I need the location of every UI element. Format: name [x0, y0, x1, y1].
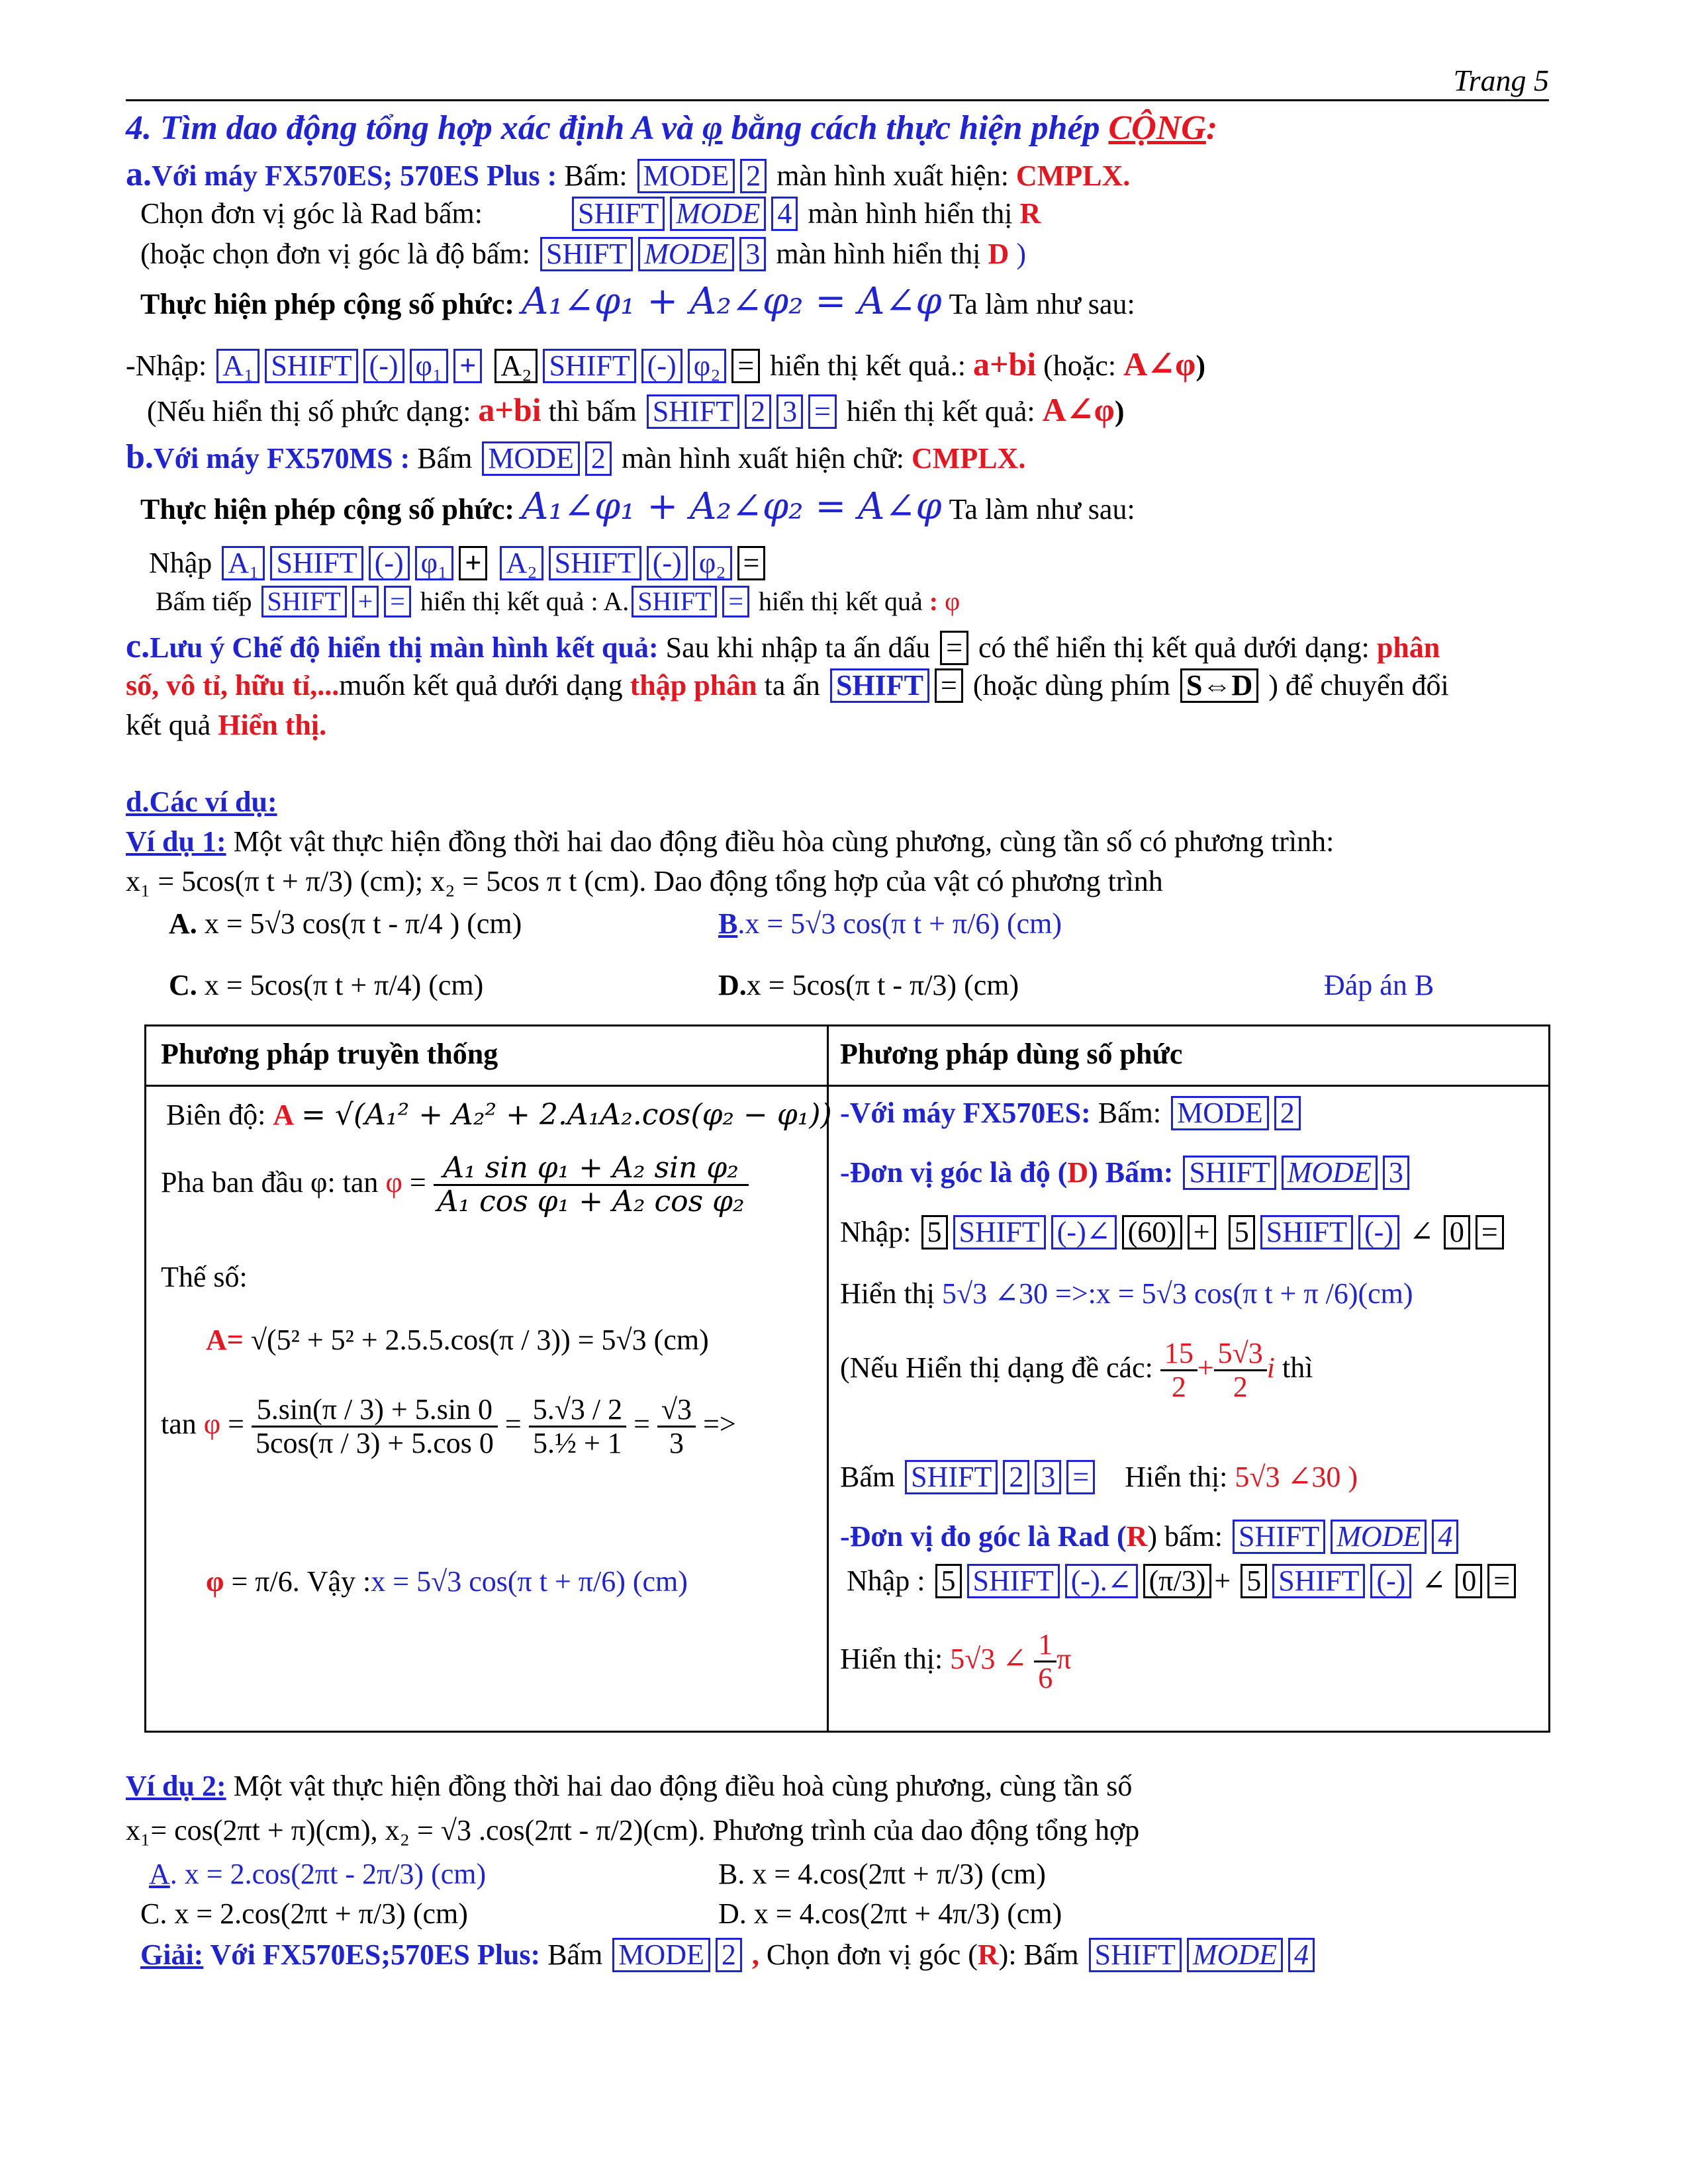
ex1-option-a: A. x = 5√3 cos(π t - π/4 ) (cm) — [169, 907, 522, 940]
key-4: 4 — [771, 197, 798, 231]
ex1-option-d: D.x = 5cos(π t - π/3) (cm) — [718, 969, 1019, 1001]
complex-step-8: Nhập : 5 SHIFT (-).∠ (π/3) + 5 SHIFT (-) ∠ 0 = — [847, 1564, 1519, 1598]
section-title: 4. Tìm dao động tổng hợp xác định A và φ bằng cách thực hiện phép CỘNG: — [126, 109, 1218, 147]
complex-step-4: Hiển thị 5√3 ∠30 =>:x = 5√3 cos(π t + π /6)(cm) — [840, 1277, 1413, 1310]
amplitude-calc: A= √(5² + 5² + 2.5.5.cos(π / 3)) = 5√3 (cm) — [206, 1324, 709, 1356]
comparison-table — [144, 1024, 1550, 1733]
ex1-option-c: C. x = 5cos(π t + π/4) (cm) — [169, 969, 484, 1001]
ex1-answer: Đáp án B — [1324, 969, 1434, 1001]
key-mode: MODE — [638, 237, 734, 271]
a-line6: (Nếu hiển thị số phức dạng: a+bi thì bấm SHIFT 2 3 = hiển thị kết quả: A∠φ) — [147, 391, 1125, 428]
ex1-option-b: B.x = 5√3 cos(π t + π/6) (cm) — [718, 907, 1062, 940]
b-line1: b.Với máy FX570MS : Bấm MODE 2 màn hình xuất hiện chữ: CMPLX. — [126, 438, 1026, 476]
complex-step-2: -Đơn vị góc là độ (D) Bấm: SHIFT MODE 3 — [840, 1156, 1412, 1190]
page-number: Trang 5 — [1453, 64, 1549, 97]
ex2-option-d: D. x = 4.cos(2πt + 4π/3) (cm) — [718, 1897, 1062, 1930]
c-line3: kết quả Hiển thị. — [126, 709, 327, 741]
ex2-solution: Giải: Với FX570ES;570ES Plus: Bấm MODE 2 , Chọn đơn vị góc (R): Bấm SHIFT MODE 4 — [140, 1938, 1317, 1972]
a-line5: -Nhập: A₁ SHIFT (-) φ₁ + A₂ SHIFT (-) φ₂ = hiển thị kết quả.: a+bi (hoặc: A∠φ) — [126, 345, 1205, 383]
b-line2: Thực hiện phép cộng số phức: A₁∠φ₁ + A₂∠φ₂ = A∠φ Ta làm như sau: — [140, 485, 1135, 528]
ex2-option-c: C. x = 2.cos(2πt + π/3) (cm) — [140, 1897, 468, 1930]
phase-result: φ = π/6. Vậy :x = 5√3 cos(π t + π/6) (cm) — [206, 1565, 688, 1598]
c-line1: c.Lưu ý Chế độ hiển thị màn hình kết quả: Sau khi nhập ta ấn dấu = có thể hiển thị kết quả dưới dạng: phân — [126, 627, 1440, 665]
page-header — [126, 63, 1549, 101]
complex-sum-formula: A₁∠φ₁ + A₂∠φ₂ = A∠φ — [522, 280, 942, 323]
complex-step-5: (Nếu Hiển thị dạng đề các: $\frac{15}{2}$ + $\frac{5√3}{2}$ i thì — [840, 1337, 1313, 1404]
key-2: 2 — [740, 159, 767, 193]
a-line3: (hoặc chọn đơn vị góc là độ bấm: SHIFT MODE 3 màn hình hiển thị D ) — [140, 237, 1026, 271]
ex2-option-a: A. x = 2.cos(2πt - 2π/3) (cm) — [149, 1858, 487, 1890]
complex-step-9: Hiển thị: 5√3 ∠ $\frac{1}{6}$ π — [840, 1628, 1072, 1695]
amplitude-formula: Biên độ: A = √(A₁² + A₂² + 2.A₁A₂.cos(φ₂ − φ₁)) — [166, 1098, 832, 1132]
b-line4: Bấm tiếp SHIFT + = hiển thị kết quả : A. SHIFT = hiển thị kết quả : φ — [156, 586, 961, 616]
c-line2: số, vô tỉ, hữu tỉ,...muốn kết quả dưới dạng thập phân ta ấn SHIFT = (hoặc dùng phím S⇔D ) để chuyển đổi — [126, 668, 1449, 703]
ex2-equation: x₁= cos(2πt + π)(cm), x₂ = √3 .cos(2πt - π/2)(cm). Phương trình của dao động tổng hợp — [126, 1814, 1140, 1846]
complex-step-7: -Đơn vị đo góc là Rad (R) bấm: SHIFT MODE 4 — [840, 1520, 1461, 1554]
b-line3: Nhập A₁ SHIFT (-) φ₁ + A₂ SHIFT (-) φ₂ = — [149, 546, 768, 580]
ex1-equation: x₁ = 5cos(π t + π/3) (cm); x₂ = 5cos π t (cm). Dao động tổng hợp của vật có phương trình — [126, 865, 1163, 897]
a-line1: a.Với máy FX570ES; 570ES Plus : Bấm: MODE 2 màn hình xuất hiện: CMPLX. — [126, 156, 1131, 193]
substitute-label: Thế số: — [161, 1261, 248, 1293]
tan-calc: tan φ = $\frac{5.\sin(\pi / 3) + 5.\sin 0}{5\cos(\pi / 3) + 5.\cos 0}$ = $\frac{5.√3 / 2}{\text{5.½ + 1}}$ = $\frac{√3}{3}$ => — [161, 1393, 736, 1460]
key-3: 3 — [739, 237, 766, 271]
key-mode: MODE — [637, 159, 735, 193]
complex-step-1: -Với máy FX570ES: Bấm: MODE 2 — [840, 1096, 1303, 1130]
phase-formula: Pha ban đầu φ: tan φ = $\frac{\text{A₁ sin φ₁ + A₂ sin φ₂}}{\text{A₁ cos φ₁ + A₂ cos φ₂}}$ — [161, 1152, 749, 1218]
table-header-traditional: Phương pháp truyền thống — [161, 1038, 498, 1070]
ex2-option-b: B. x = 4.cos(2πt + π/3) (cm) — [718, 1858, 1046, 1890]
key-mode: MODE — [670, 197, 766, 231]
a-line2: Chọn đơn vị góc là Rad bấm: SHIFT MODE 4 màn hình hiển thị R — [140, 197, 1041, 231]
a-line4: Thực hiện phép cộng số phức: A₁∠φ₁ + A₂∠φ₂ = A∠φ Ta làm như sau: — [140, 280, 1135, 323]
key-shift: SHIFT — [540, 237, 633, 271]
table-header-complex: Phương pháp dùng số phức — [840, 1038, 1183, 1070]
ex1-question: Ví dụ 1: Một vật thực hiện đồng thời hai dao động điều hòa cùng phương, cùng tần số có phương trình: — [126, 825, 1335, 858]
complex-step-6: Bấm SHIFT 2 3 = Hiển thị: 5√3 ∠30 ) — [840, 1460, 1358, 1494]
key-shift: SHIFT — [572, 197, 665, 231]
complex-step-3: Nhập: 5 SHIFT (-)∠ (60) + 5 SHIFT (-) ∠ 0 = — [840, 1215, 1507, 1250]
d-title: d.Các ví dụ: — [126, 786, 277, 818]
ex2-question: Ví dụ 2: Một vật thực hiện đồng thời hai dao động điều hoà cùng phương, cùng tần số — [126, 1770, 1133, 1802]
